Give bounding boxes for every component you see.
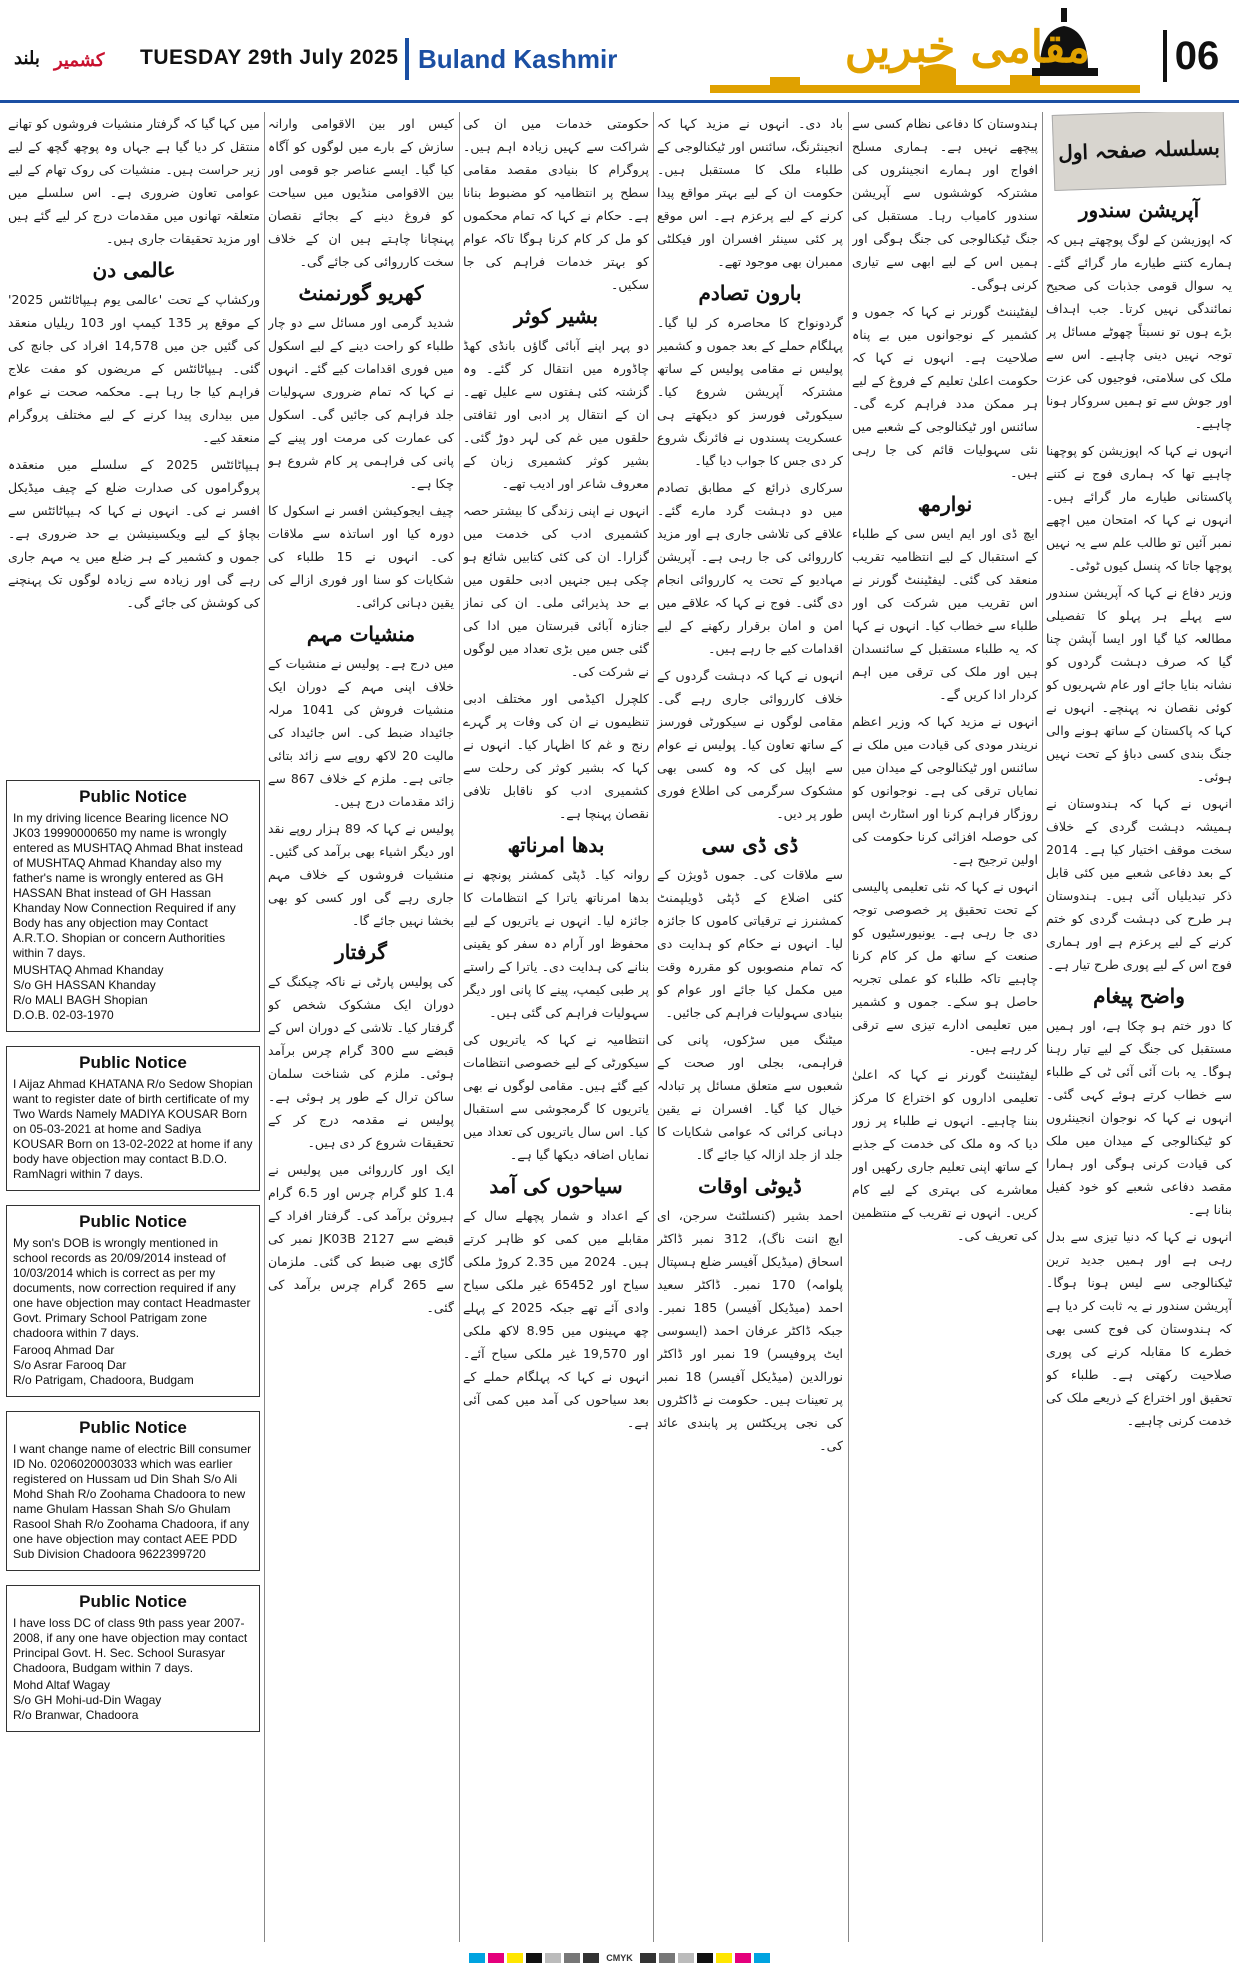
notice-body: I have loss DC of class 9th pass year 2007-2008, if any one have objection may contact Principal Govt. H. Sec. School Surasyar Chadoora, Budgam within 7 days.: [13, 1616, 248, 1675]
notice-body: I Aijaz Ahmad KHATANA R/o Sedow Shopian want to register date of birth certificate of my Two Wards Namely MADIYA KOUSAR Born on 05-03-2021 at home and Sadiya KOUSAR Born on 13-02-2022 at home if any body have objection may contact B.D.O. RamNagri within 7 days.: [13, 1077, 253, 1181]
notice-title: Public Notice: [79, 1592, 187, 1611]
article-heading: بشیر کوثر: [514, 304, 598, 328]
article-paragraph: ایک اور کارروائی میں پولیس نے 1.4 کلو گرام چرس اور 6.5 گرام ہیروئن برآمد کی۔ گرفتار افراد کے قبضے سے 2127 JK03B نمبر کی گاڑی بھی ضبط کی گئی۔ ملزمان سے 265 گرام چرس برآمد کی گئی۔: [268, 1162, 454, 1315]
article-heading: عالمی دن: [92, 258, 176, 282]
color-swatch: [640, 1953, 656, 1963]
column-3: [657, 112, 843, 1942]
color-swatch: [526, 1953, 542, 1963]
color-swatch: [754, 1953, 770, 1963]
page-title: مقامی خبریں: [844, 22, 1090, 73]
column-divider: [848, 112, 849, 1942]
column-1: [1046, 112, 1232, 1942]
notice-body: I want change name of electric Bill consumer ID No. 0206020003033 which was earlier registered on Hussam ud Din Shah S/o Ali Mohd Shah R/o Zoohama Chadoora to new name Ghulam Hassan Shah S/o Ghulam Rasool Shah R/o Zoohama Chadoora, if any one have objection may contact AEE PDD Sub Division Chadoora 9622399720: [13, 1442, 252, 1561]
color-swatch: [678, 1953, 694, 1963]
column-2: [852, 112, 1038, 1942]
notice-signature: MUSHTAQ Ahmad Khanday S/o GH HASSAN Khanday R/o MALI BAGH Shopian D.O.B. 02-03-1970: [13, 963, 164, 1022]
article-heading: کھریو گورنمنٹ: [298, 281, 424, 305]
logo-word-kashmir: کشمیر: [54, 50, 105, 71]
public-notice: [6, 1585, 260, 1732]
column-divider: [653, 112, 654, 1942]
masthead: [0, 0, 1239, 108]
color-swatch: [469, 1953, 485, 1963]
article-heading: بدھا امرناتھ: [507, 833, 605, 857]
notice-title: Public Notice: [79, 1053, 187, 1072]
article-paragraph: گردونواح کا محاصرہ کر لیا گیا۔ پہلگام حملے کے بعد جموں و کشمیر پولیس نے مقامی پولیس کے ساتھ مشترکہ آپریشن شروع کیا۔ سیکورٹی فورسز کو دیکھتے ہی عسکریت پسندوں نے فائرنگ شروع کر دی جس کا جواب دیا گیا۔: [657, 315, 843, 468]
article-heading: ڈیوٹی اوقات: [698, 1174, 802, 1198]
column-divider: [459, 112, 460, 1942]
article-paragraph: حکومتی خدمات میں ان کی شراکت سے کہیں زیادہ اہم ہیں۔ پروگرام کا بنیادی مقصد مقامی سطح پر انتظامیہ کو مضبوط بنانا ہے۔ حکام نے کہا کہ تمام محکموں کو مل کر کام کرنا ہوگا تاکہ عوام کو بہتر خدمات فراہم کی جا سکیں۔: [463, 116, 649, 292]
article-paragraph: انتظامیہ نے کہا کہ یاتریوں کی سیکورٹی کے لیے خصوصی انتظامات کیے گئے ہیں۔ مقامی لوگوں نے بھی یاتریوں کا گرمجوشی سے استقبال کیا۔ اس سال یاتریوں کی تعداد میں نمایاں اضافہ دیکھا گیا ہے۔: [463, 1032, 649, 1162]
article-heading: منشیات مہم: [306, 622, 416, 646]
notice-body: My son's DOB is wrongly mentioned in school records as 20/09/2014 instead of 10/03/2014 which is correct as per my documents, now correction required if any one have objection may contact Headmaster Govt. Primary School Patrigam zone chadoora within 7 days.: [13, 1236, 251, 1340]
article-heading: واضح پیغام: [1093, 984, 1185, 1008]
article-paragraph: وزیر دفاع نے کہا کہ آپریشن سندور سے پہلے ہر پہلو کا تفصیلی مطالعہ کیا گیا اور ایسا آپشن چنا گیا کہ صرف دہشت گردوں کو نشانہ بنایا جائے اور عام شہریوں کو کوئی نقصان نہ پہنچے۔ انہوں نے کہا کہ پاکستان کے ساتھ ہونے والی جنگ بندی کسی دباؤ کے تحت نہیں ہوئی۔: [1046, 585, 1232, 784]
issue-date: TUESDAY 29th July 2025: [140, 46, 399, 69]
header-rule: [0, 100, 1239, 103]
column-6: [8, 112, 260, 772]
article-paragraph: احمد بشیر (کنسلٹنٹ سرجن، ای ایچ اننت ناگ)، 312 نمبر ڈاکٹر اسحاق (میڈیکل آفیسر ضلع ہسپتال پلوامہ) 170 نمبر۔ ڈاکٹر سعید احمد (میڈیکل آفیسر) 185 نمبر۔ جبکہ ڈاکٹر عرفان احمد (ایسوسی ایٹ پروفیسر) 19 نمبر اور ڈاکٹر نورالدین (میڈیکل آفیسر) 18 نمبر پر تعینات ہیں۔ حکومت نے ڈاکٹروں کی نجی پریکٹس پر پابندی عائد کی۔: [657, 1208, 843, 1453]
article-paragraph: ہیپاٹائٹس 2025 کے سلسلے میں منعقدہ پروگراموں کی صدارت ضلع کے چیف میڈیکل افسر نے کی۔ انہوں نے کہا کہ ہیپاٹائٹس سے بچاؤ کے لیے ویکسینیشن بے حد ضروری ہے۔ جموں و کشمیر کے ہر ضلع میں یہ مہم جاری رہے گی اور زیادہ سے زیادہ لوگوں تک پہنچنے کی کوشش کی جائے گی۔: [8, 457, 260, 610]
public-notice: [6, 780, 260, 1032]
color-swatch: [659, 1953, 675, 1963]
article-paragraph: ہندوستان کا دفاعی نظام کسی سے پیچھے نہیں ہے۔ ہماری مسلح افواج اور ہمارے انجینئروں کی مشترکہ کوششوں سے آپریشن سندور کامیاب رہا۔ مستقبل کی جنگ ٹیکنالوجی کی جنگ ہوگی اور ہمیں اس کے لیے ابھی سے تیاری کرنی ہوگی۔: [852, 116, 1038, 292]
article-paragraph: لیفٹیننٹ گورنر نے کہا کہ اعلیٰ تعلیمی اداروں کو اختراع کا مرکز بننا چاہیے۔ انہوں نے طلباء پر زور دیا کہ وہ ملک کی خدمت کے جذبے کے ساتھ اپنی تعلیم جاری رکھیں اور معاشرے کی بہتری کے لیے کام کریں۔ انہوں نے تقریب کے منتظمین کی تعریف کی۔: [852, 1067, 1038, 1243]
article-heading: گرفتار: [335, 940, 387, 964]
column-4: [463, 112, 649, 1942]
notice-title: Public Notice: [79, 787, 187, 806]
article-paragraph: کیس اور بین الاقوامی وارانہ سازش کے بارے میں لوگوں کو آگاہ کیا گیا۔ ایسے عناصر جو قومی اور بین الاقوامی منڈیوں میں سیاحت کو فروغ دینے کے بجائے نقصان پہنچانا چاہتے ہیں ان کے خلاف سخت کارروائی کی جائے گی۔: [268, 116, 454, 269]
brand-name: Buland Kashmir: [418, 44, 618, 74]
article-heading: نوارمھ: [917, 492, 973, 516]
color-swatch: [716, 1953, 732, 1963]
color-swatch: [583, 1953, 599, 1963]
notice-title: Public Notice: [79, 1418, 187, 1437]
column-divider: [1042, 112, 1043, 1942]
column-5: [268, 112, 454, 1942]
page-number: 06: [1163, 30, 1227, 82]
article-paragraph: انہوں نے کہا کہ دنیا تیزی سے بدل رہی ہے اور ہمیں جدید ترین ٹیکنالوجی سے لیس ہونا ہوگا۔ آپریشن سندور نے یہ ثابت کر دیا ہے کہ ہندوستان کی فوج کسی بھی خطرے کا مقابلہ کرنے کی پوری صلاحیت رکھتی ہے۔ طلباء کو تحقیق اور اختراع کے ذریعے ملک کی خدمت کرنی چاہیے۔: [1046, 1229, 1232, 1428]
notice-signature: Mohd Altaf Wagay S/o GH Mohi-ud-Din Wagay R/o Branwar, Chadoora: [13, 1678, 162, 1722]
article-paragraph: کا دور ختم ہو چکا ہے، اور ہمیں مستقبل کی جنگ کے لیے تیار رہنا ہوگا۔ یہ بات آئی آئی ٹی کے طلباء سے خطاب کرتے ہوئے کہی گئی۔ انہوں نے کہا کہ نوجوان انجینئروں کو ٹیکنالوجی کے میدان میں ملک کی قیادت کرنی ہوگی اور ہمارا مقصد دفاعی شعبے کو خود کفیل بنانا ہے۔: [1046, 1018, 1232, 1217]
article-paragraph: کی پولیس پارٹی نے ناکہ چیکنگ کے دوران ایک مشکوک شخص کو گرفتار کیا۔ تلاشی کے دوران اس کے قبضے سے 300 گرام چرس برآمد ہوئی۔ ملزم کی شناخت سلمان ساکن ترال کے طور پر ہوئی ہے۔ پولیس نے مقدمہ درج کر کے تحقیقات شروع کر دی ہیں۔: [268, 974, 454, 1150]
color-swatch: [488, 1953, 504, 1963]
article-paragraph: دو پہر اپنے آبائی گاؤں بانڈی کھڈ چاڈورہ میں انتقال کر گئے۔ وہ گزشتہ کئی ہفتوں سے علیل تھے۔ ان کے انتقال پر ادبی اور ثقافتی حلقوں میں غم کی لہر دوڑ گئی۔ بشیر کوثر کشمیری زبان کے معروف شاعر اور ادیب تھے۔: [463, 338, 649, 491]
notice-body: In my driving licence Bearing licence NO JK03 19990000650 my name is wrongly entered as MUSHTAQ Ahmad Bhat instead of MUSHTAQ Ahmad Khanday also my father's name is wrongly entered as GH HASSAN Bhat instead of GH Hassan Khanday Now Connection Required if any Body has any objection may Contact A.R.T.O. Shopian or concern Authorities within 7 days.: [13, 811, 243, 960]
color-swatch: [564, 1953, 580, 1963]
article-paragraph: چیف ایجوکیشن افسر نے اسکول کا دورہ کیا اور اساتذہ سے ملاقات کی۔ انہوں نے 15 طلباء کی شکایات کو سنا اور فوری ازالے کی یقین دہانی کرائی۔: [268, 503, 454, 610]
article-paragraph: انہوں نے اپنی زندگی کا بیشتر حصہ کشمیری ادب کی خدمت میں گزارا۔ ان کی کئی کتابیں شائع ہو چکی ہیں جنہیں ادبی حلقوں میں بے حد پذیرائی ملی۔ ان کی نماز جنازہ آبائی قبرستان میں ادا کی گئی جس میں بڑی تعداد میں لوگوں نے شرکت کی۔: [463, 503, 649, 679]
article-paragraph: روانہ کیا۔ ڈپٹی کمشنر پونچھ نے بدھا امرناتھ یاترا کے انتظامات کا جائزہ لیا۔ انہوں نے یاتریوں کے لیے محفوظ اور آرام دہ سفر کو یقینی بنانے کی ہدایت دی۔ یاترا کے راستے پر طبی کیمپ، پینے کا پانی اور دیگر سہولیات فراہم کی گئی ہیں۔: [463, 867, 649, 1020]
column-divider: [264, 112, 265, 1942]
article-paragraph: کلچرل اکیڈمی اور مختلف ادبی تنظیموں نے ان کی وفات پر گہرے رنج و غم کا اظہار کیا۔ انہوں نے کہا کہ بشیر کوثر کی رحلت سے کشمیری ادب کو ناقابل تلافی نقصان پہنچا ہے۔: [463, 691, 649, 821]
color-swatch: [697, 1953, 713, 1963]
article-heading: ڈی ڈی سی: [701, 833, 799, 857]
print-color-bar: [0, 1950, 1239, 1966]
article-paragraph: میں درج ہے۔ پولیس نے منشیات کے خلاف اپنی مہم کے دوران ایک منشیات فروش کی 1041 مرلہ جائیداد ضبط کی۔ اس جائیداد کی مالیت 20 لاکھ روپے سے زائد بتائی جاتی ہے۔ ملزم کے خلاف 867 سے زائد مقدمات درج ہیں۔: [268, 656, 454, 809]
article-paragraph: انہوں نے مزید کہا کہ وزیر اعظم نریندر مودی کی قیادت میں ملک نے سائنس اور ٹیکنالوجی کے میدان میں نمایاں ترقی کی ہے۔ نوجوانوں کو روزگار فراہم کرنا اور اسٹارٹ اپس کی حوصلہ افزائی کرنا حکومت کی اولین ترجیح ہے۔: [852, 714, 1038, 867]
divider-bar: [405, 38, 409, 80]
article-paragraph: کے اعداد و شمار پچھلے سال کے مقابلے میں کمی کو ظاہر کرتے ہیں۔ 2024 میں 2.35 کروڑ ملکی سیاح اور 65452 غیر ملکی سیاح وادی آئے تھے جبکہ 2025 کے پہلے چھ مہینوں میں 8.95 لاکھ ملکی اور 19,570 غیر ملکی سیاح آئے۔ انہوں نے کہا کہ پہلگام حملے کے بعد سیاحوں کی آمد میں کمی آئی ہے۔: [463, 1208, 649, 1430]
article-paragraph: میٹنگ میں سڑکوں، پانی کی فراہمی، بجلی اور صحت کے شعبوں سے متعلق مسائل پر تبادلہ خیال کیا گیا۔ افسران نے یقین دہانی کرائی کہ عوامی شکایات کا جلد از جلد ازالہ کیا جائے گا۔: [657, 1032, 843, 1162]
article-paragraph: لیفٹیننٹ گورنر نے کہا کہ جموں و کشمیر کے نوجوانوں میں بے پناہ صلاحیت ہے۔ انہوں نے کہا کہ حکومت اعلیٰ تعلیم کے فروغ کے لیے ہر ممکن مدد فراہم کرے گی۔ سائنس اور ٹیکنالوجی کے شعبے میں نئی سہولیات قائم کی جا رہی ہیں۔: [852, 304, 1038, 480]
article-paragraph: کہ اپوزیشن کے لوگ پوچھتے ہیں کہ ہمارے کتنے طیارے مار گرائے گئے۔ یہ سوال قومی جذبات کی صحیح نمائندگی نہیں کرتا۔ جب اہداف بڑے ہوں تو نسبتاً چھوٹے مسائل پر توجہ نہیں دینی چاہیے۔ اس سے ملک کی سلامتی، فوجیوں کی عزت اور جوش سے تو ہمیں سروکار ہونا چاہیے۔: [1046, 232, 1232, 431]
article-paragraph: انہوں نے کہا کہ اپوزیشن کو پوچھنا چاہیے تھا کہ ہماری فوج نے کتنے پاکستانی طیارے مار گرائے ہیں۔ انہوں نے کہا کہ امتحان میں اچھے نمبر آئیں تو طالب علم سے یہ نہیں پوچھا جاتا کہ پنسل کیوں ٹوٹی۔: [1046, 443, 1232, 573]
public-notice: [6, 1205, 260, 1397]
color-swatch: [507, 1953, 523, 1963]
article-paragraph: سے ملاقات کی۔ جموں ڈویژن کے کئی اضلاع کے ڈپٹی ڈویلپمنٹ کمشنرز نے ترقیاتی کاموں کا جائزہ لیا۔ انہوں نے حکام کو ہدایت دی کہ تمام منصوبوں کو مقررہ وقت میں مکمل کیا جائے اور عوام کو بنیادی سہولیات فراہم کی جائیں۔: [657, 867, 843, 1020]
section-header: [700, 8, 1170, 98]
notice-title: Public Notice: [79, 1212, 187, 1231]
article-paragraph: انہوں نے کہا کہ نئی تعلیمی پالیسی کے تحت تحقیق پر خصوصی توجہ دی جا رہی ہے۔ یونیورسٹیوں کو صنعت کے ساتھ مل کر کام کرنا چاہیے تاکہ طلباء کو عملی تجربہ حاصل ہو سکے۔ جموں و کشمیر میں تعلیمی ادارے تیزی سے ترقی کر رہے ہیں۔: [852, 879, 1038, 1055]
article-paragraph: میں کہا گیا کہ گرفتار منشیات فروشوں کو تھانے منتقل کر دیا گیا ہے جہاں وہ پوچھ گچھ کے لیے زیر حراست ہیں۔ منشیات کی روک تھام کے لیے عوامی تعاون ضروری ہے۔ اس سلسلے میں متعلقہ تھانوں میں مقدمات درج کر لیے گئے ہیں اور مزید تحقیقات جاری ہیں۔: [8, 116, 260, 246]
cmyk-label: CMYK: [606, 1953, 633, 1963]
color-swatch: [735, 1953, 751, 1963]
article-paragraph: پولیس نے کہا کہ 89 ہزار روپے نقد اور دیگر اشیاء بھی برآمد کی گئیں۔ منشیات فروشوں کے خلاف مہم جاری رہے گی اور کسی کو بھی بخشا نہیں جائے گا۔: [268, 821, 454, 928]
article-paragraph: انہوں نے کہا کہ ہندوستان نے ہمیشہ دہشت گردی کے خلاف سخت موقف اختیار کیا ہے۔ 2014 کے بعد دفاعی شعبے میں کئی قابل ذکر تبدیلیاں آئی ہیں۔ ہندوستان ہر طرح کی دہشت گردی کو ختم کرنے کے لیے پرعزم ہے اور ہماری فوج اس کے لیے پوری طرح تیار ہے۔: [1046, 796, 1232, 972]
public-notice: [6, 1046, 260, 1191]
notice-signature: Farooq Ahmad Dar S/o Asrar Farooq Dar R/o Patrigam, Chadoora, Budgam: [13, 1343, 194, 1387]
article-heading: بارون تصادم: [698, 281, 802, 305]
article-paragraph: ورکشاپ کے تحت 'عالمی یوم ہیپاٹائٹس 2025' کے موقع پر 135 کیمپ اور 103 ریلیاں منعقد کی گئیں جن میں 14,578 افراد کی جانچ کی گئی۔ ہیپاٹائٹس کے مریضوں کو مفت علاج فراہم کیا جا رہا ہے۔ محکمہ صحت نے عوام میں بیداری پیدا کرنے کے لیے مختلف پروگرام منعقد کیے۔: [8, 292, 260, 445]
continuation-banner: بسلسلہ صفحہ اول: [1052, 112, 1227, 191]
article-paragraph: سرکاری ذرائع کے مطابق تصادم میں دو دہشت گرد مارے گئے۔ علاقے کی تلاشی جاری ہے اور مزید کارروائی کی جا رہی ہے۔ آپریشن مہادیو کے تحت یہ کارروائی انجام دی گئی۔ فوج نے کہا کہ علاقے میں امن و امان برقرار رکھنے کے لیے اقدامات کیے جا رہے ہیں۔: [657, 480, 843, 656]
public-notices: [6, 780, 260, 1746]
logo-word-buland: بلند: [14, 48, 40, 69]
article-heading: آپریشن سندور: [1078, 198, 1200, 222]
article-heading: سیاحوں کی آمد: [489, 1174, 623, 1198]
public-notice: [6, 1411, 260, 1571]
article-paragraph: انہوں نے کہا کہ دہشت گردوں کے خلاف کارروائی جاری رہے گی۔ مقامی لوگوں نے سیکورٹی فورسز کے ساتھ تعاون کیا۔ پولیس نے عوام سے اپیل کی کہ وہ کسی بھی مشکوک سرگرمی کی اطلاع فوری طور پر دیں۔: [657, 668, 843, 821]
article-paragraph: شدید گرمی اور مسائل سے دو چار طلباء کو راحت دینے کے لیے اسکول میں فوری اقدامات کیے گئے۔ انہوں نے کہا کہ تمام ضروری سہولیات جلد فراہم کی جائیں گی۔ اسکول کی عمارت کی مرمت اور پینے کے پانی کی فراہمی پر کام شروع ہو چکا ہے۔: [268, 315, 454, 491]
newspaper-logo: [10, 42, 120, 76]
article-paragraph: ایچ ڈی اور ایم ایس سی کے طلباء کے استقبال کے لیے انتظامیہ تقریب منعقد کی گئی۔ لیفٹیننٹ گورنر نے اس تقریب میں شرکت کی اور طلباء سے خطاب کیا۔ انہوں نے کہا کہ یہ طلباء مستقبل کے سائنسدان ہیں اور ملک کی ترقی میں اہم کردار ادا کریں گے۔: [852, 526, 1038, 702]
color-swatch: [545, 1953, 561, 1963]
article-paragraph: باد دی۔ انہوں نے مزید کہا کہ انجینئرنگ، سائنس اور ٹیکنالوجی کے طلباء ملک کا مستقبل ہیں۔ حکومت ان کے لیے بہتر مواقع پیدا کرنے کے لیے پرعزم ہے۔ اس موقع پر کئی سینئر افسران اور فیکلٹی ممبران بھی موجود تھے۔: [657, 116, 843, 269]
